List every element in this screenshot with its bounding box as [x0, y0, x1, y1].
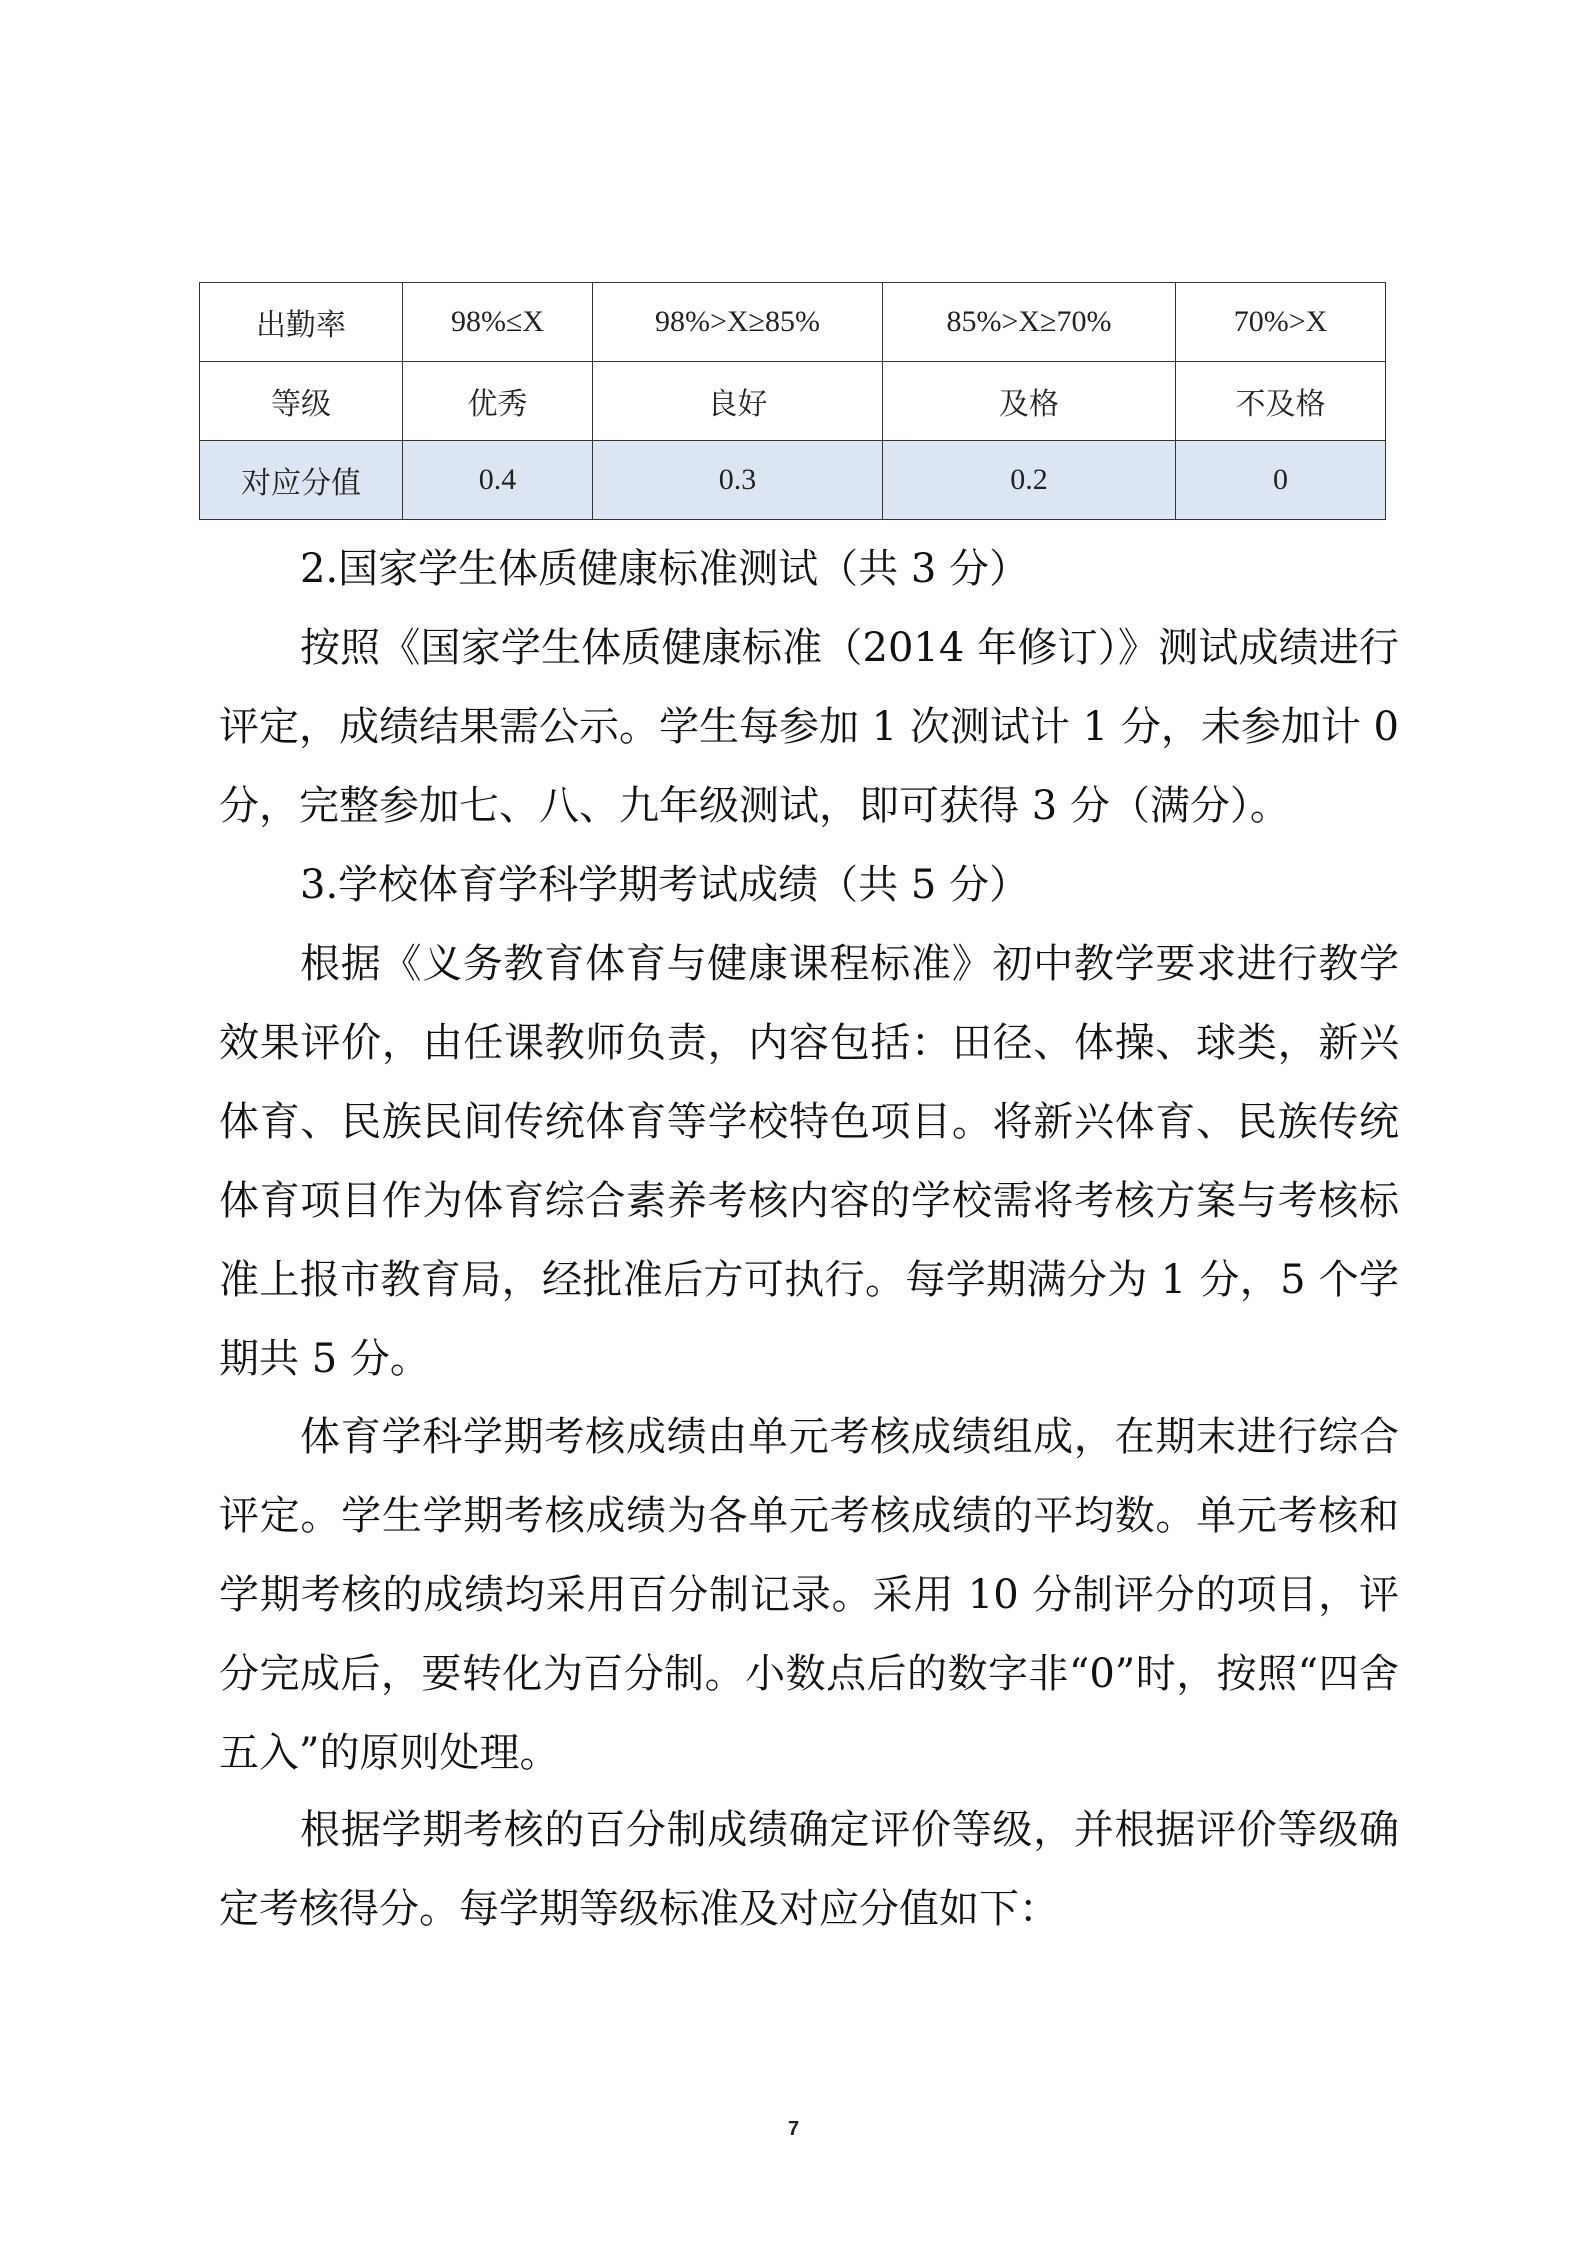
section-2-paragraph: 按照《国家学生体质健康标准（2014 年修订）》测试成绩进行评定，成绩结果需公示。学生每参加 1 次测试计 1 分，未参加计 0 分，完整参加七、八、九年级测试，即可获得 3 分（满分）。 — [219, 625, 1399, 829]
section-3-paragraph-2: 体育学科学期考核成绩由单元考核成绩组成，在期末进行综合评定。学生学期考核成绩为各单元考核成绩的平均数。单元考核和学期考核的成绩均采用百分制记录。采用 10 分制评分的项目，评分完成后，要转化为百分制。小数点后的数字非“0”时，按照“四舍五入”的原则处理。 — [219, 1414, 1399, 1776]
table-cell: 0.2 — [883, 441, 1176, 520]
section-3-heading: 3.学校体育学科学期考试成绩（共 5 分） — [300, 862, 1030, 908]
table-cell: 等级 — [200, 362, 403, 441]
table-cell: 98%>X≥85% — [593, 283, 883, 362]
table-row-attendance-rate — [200, 283, 1386, 362]
table-cell: 70%>X — [1176, 283, 1386, 362]
section-2-heading: 2.国家学生体质健康标准测试（共 3 分） — [300, 546, 1030, 592]
table-row-score — [200, 441, 1386, 520]
page-number: 7 — [787, 2118, 800, 2140]
table-cell: 不及格 — [1176, 362, 1386, 441]
table-cell: 优秀 — [403, 362, 593, 441]
table-cell: 0 — [1176, 441, 1386, 520]
attendance-score-table — [199, 282, 1386, 520]
table-cell: 出勤率 — [200, 283, 403, 362]
section-3-paragraph-1: 根据《义务教育体育与健康课程标准》初中教学要求进行教学效果评价，由任课教师负责，内容包括：田径、体操、球类，新兴体育、民族民间传统体育等学校特色项目。将新兴体育、民族传统体育项目作为体育综合素养考核内容的学校需将考核方案与考核标准上报市教育局，经批准后方可执行。每学期满分为 1 分，5 个学期共 5 分。 — [219, 941, 1399, 1382]
section-3-paragraph-3: 根据学期考核的百分制成绩确定评价等级，并根据评价等级确定考核得分。每学期等级标准及对应分值如下： — [219, 1807, 1399, 1932]
table-cell: 对应分值 — [200, 441, 403, 520]
table-cell: 0.4 — [403, 441, 593, 520]
table-cell: 及格 — [883, 362, 1176, 441]
table-cell: 良好 — [593, 362, 883, 441]
table-row-grade — [200, 362, 1386, 441]
table-cell: 85%>X≥70% — [883, 283, 1176, 362]
table-cell: 98%≤X — [403, 283, 593, 362]
table-cell: 0.3 — [593, 441, 883, 520]
